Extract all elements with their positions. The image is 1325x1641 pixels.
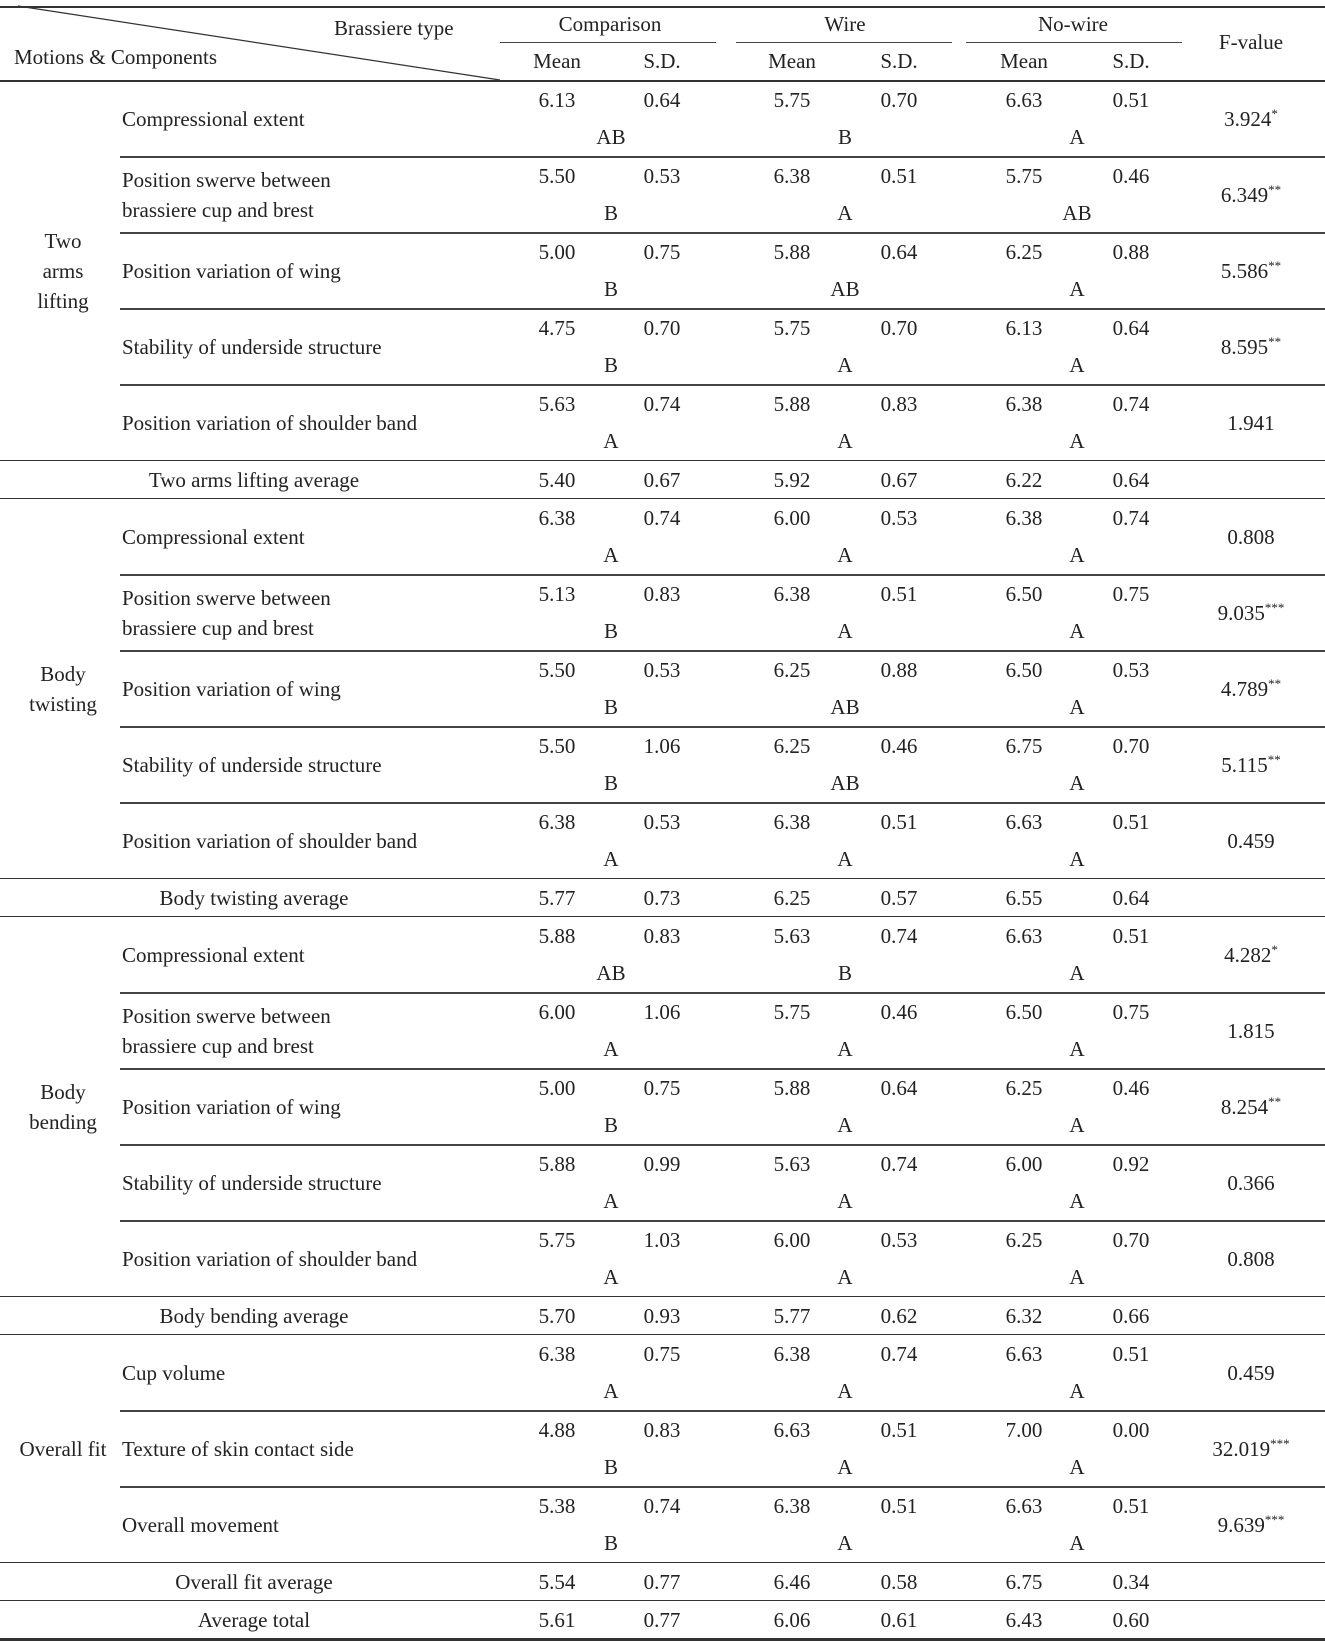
- comparison-group-letter: B: [603, 695, 619, 719]
- average-comparison-mean: 5.54: [538, 1570, 576, 1594]
- nowire-sd: 0.51: [1112, 1494, 1150, 1518]
- component-label-line: Texture of skin contact side: [122, 1437, 354, 1461]
- nowire-mean: 6.50: [1005, 658, 1043, 682]
- wire-mean: 5.88: [773, 392, 811, 416]
- comparison-mean: 5.00: [538, 240, 576, 264]
- wire-mean: 5.75: [773, 316, 811, 340]
- nowire-group-letter: A: [1069, 353, 1085, 377]
- wire-group-letter: A: [837, 543, 853, 567]
- nowire-group-letter: A: [1069, 961, 1085, 985]
- average-wire-mean: 6.25: [773, 886, 811, 910]
- comparison-mean: 6.38: [538, 810, 576, 834]
- comparison-mean: 6.38: [538, 1342, 576, 1366]
- section-rule: [0, 878, 1325, 879]
- component-label-line: Stability of underside structure: [122, 335, 382, 359]
- comparison-group-letter: B: [603, 619, 619, 643]
- average-nowire-sd: 0.34: [1112, 1570, 1150, 1594]
- sd-header: S.D.: [880, 49, 918, 73]
- average-rule: [0, 1600, 1325, 1601]
- comparison-mean: 5.50: [538, 734, 576, 758]
- f-value: 1.815: [1227, 1019, 1275, 1043]
- comparison-mean: 6.00: [538, 1000, 576, 1024]
- wire-sd: 0.70: [880, 88, 918, 112]
- f-value: 0.459: [1227, 1361, 1275, 1385]
- nowire-mean: 6.38: [1005, 506, 1043, 530]
- nowire-sd: 0.46: [1112, 1076, 1150, 1100]
- significance-marker: **: [1268, 258, 1282, 273]
- average-comparison-sd: 0.73: [643, 886, 681, 910]
- f-value: 0.366: [1227, 1171, 1275, 1195]
- nowire-group-letter: A: [1069, 1531, 1085, 1555]
- comparison-sd: 0.99: [643, 1152, 681, 1176]
- motion-label-line: Body: [40, 662, 86, 686]
- f-value: 0.808: [1227, 525, 1275, 549]
- significance-marker: ***: [1270, 1436, 1290, 1451]
- wire-group-letter: A: [837, 1189, 853, 1213]
- nowire-sd: 0.75: [1112, 582, 1150, 606]
- f-value: 32.019***: [1212, 1436, 1290, 1461]
- significance-marker: ***: [1264, 1512, 1285, 1527]
- f-value: 5.586**: [1220, 258, 1282, 283]
- f-value: 8.254**: [1220, 1094, 1282, 1119]
- wire-group-letter: AB: [830, 277, 860, 301]
- wire-mean: 6.38: [773, 582, 811, 606]
- wire-mean: 5.63: [773, 1152, 811, 1176]
- wire-group-letter: A: [837, 201, 853, 225]
- nowire-sd: 0.70: [1112, 1228, 1150, 1252]
- comparison-mean: 5.50: [538, 658, 576, 682]
- nowire-group-letter: A: [1069, 125, 1085, 149]
- wire-sd: 0.51: [880, 164, 918, 188]
- component-separator: [120, 308, 1325, 310]
- wire-mean: 5.75: [773, 1000, 811, 1024]
- component-label-line: Compressional extent: [122, 525, 305, 549]
- motion-label-line: bending: [29, 1110, 97, 1134]
- comparison-group-letter: B: [603, 1113, 619, 1137]
- significance-marker: **: [1267, 752, 1281, 767]
- component-separator: [120, 1068, 1325, 1070]
- comparison-mean: 6.38: [538, 506, 576, 530]
- comparison-mean: 4.88: [538, 1418, 576, 1442]
- significance-marker: *: [1271, 942, 1278, 957]
- f-value: 0.808: [1227, 1247, 1275, 1271]
- wire-sd: 0.51: [880, 582, 918, 606]
- nowire-group-letter: A: [1069, 771, 1085, 795]
- nowire-mean: 6.00: [1005, 1152, 1043, 1176]
- nowire-mean: 6.13: [1005, 316, 1043, 340]
- nowire-sd: 0.00: [1112, 1418, 1150, 1442]
- nowire-sd: 0.51: [1112, 924, 1150, 948]
- nowire-mean: 6.75: [1005, 734, 1043, 758]
- comparison-sd: 0.75: [643, 1342, 681, 1366]
- component-label-line: Position variation of shoulder band: [122, 1247, 418, 1271]
- comparison-group-letter: B: [603, 353, 619, 377]
- wire-mean: 6.00: [773, 1228, 811, 1252]
- average-comparison-sd: 0.67: [643, 468, 681, 492]
- component-label-line: Compressional extent: [122, 107, 305, 131]
- motions-components-header: Motions & Components: [14, 45, 218, 69]
- comparison-group-letter: AB: [596, 961, 626, 985]
- nowire-mean: 6.63: [1005, 810, 1043, 834]
- nowire-sd: 0.51: [1112, 810, 1150, 834]
- nowire-group-letter: A: [1069, 1189, 1085, 1213]
- mean-header: Mean: [533, 49, 581, 73]
- significance-marker: **: [1268, 676, 1282, 691]
- f-value-header: F-value: [1218, 30, 1284, 54]
- motion-label-line: lifting: [37, 289, 89, 313]
- average-nowire-mean: 6.22: [1005, 468, 1043, 492]
- component-label-line: Position variation of shoulder band: [122, 411, 418, 435]
- nowire-sd: 0.74: [1112, 506, 1150, 530]
- comparison-mean: 5.13: [538, 582, 576, 606]
- average-rule: [0, 916, 1325, 917]
- f-value: 8.595**: [1220, 334, 1282, 359]
- average-label: Two arms lifting average: [148, 468, 360, 492]
- component-separator: [120, 384, 1325, 386]
- component-label-line: brassiere cup and brest: [122, 198, 314, 222]
- component-separator: [120, 232, 1325, 234]
- nowire-group-letter: A: [1069, 429, 1085, 453]
- comparison-sd: 0.53: [643, 164, 681, 188]
- nowire-group-letter: A: [1069, 619, 1085, 643]
- comparison-sd: 0.83: [643, 1418, 681, 1442]
- average-label: Body twisting average: [159, 886, 349, 910]
- wire-sd: 0.74: [880, 1342, 918, 1366]
- wire-sd: 0.83: [880, 392, 918, 416]
- component-separator: [120, 1410, 1325, 1412]
- nowire-sd: 0.88: [1112, 240, 1150, 264]
- component-separator: [120, 802, 1325, 804]
- comparison-sd: 0.70: [643, 316, 681, 340]
- wire-sd: 0.64: [880, 1076, 918, 1100]
- comparison-sd: 1.06: [643, 1000, 681, 1024]
- component-label-line: Stability of underside structure: [122, 753, 382, 777]
- average-comparison-sd: 0.77: [643, 1570, 681, 1594]
- component-separator: [120, 156, 1325, 158]
- component-separator: [120, 1144, 1325, 1146]
- average-wire-sd: 0.62: [880, 1304, 918, 1328]
- average-wire-mean: 5.92: [773, 468, 811, 492]
- f-value: 3.924*: [1224, 106, 1278, 131]
- average-wire-mean: 6.46: [773, 1570, 811, 1594]
- average-comparison-sd: 0.93: [643, 1304, 681, 1328]
- average-wire-mean: 5.77: [773, 1304, 811, 1328]
- comparison-sd: 0.64: [643, 88, 681, 112]
- nowire-group-letter: A: [1069, 277, 1085, 301]
- significance-marker: ***: [1264, 600, 1285, 615]
- component-label-line: Position variation of wing: [122, 1095, 341, 1119]
- average-comparison-mean: 5.70: [538, 1304, 576, 1328]
- comparison-group-letter: B: [603, 201, 619, 225]
- comparison-sd: 0.83: [643, 582, 681, 606]
- component-label-line: Position swerve between: [122, 586, 331, 610]
- component-separator: [120, 574, 1325, 576]
- comparison-mean: 4.75: [538, 316, 576, 340]
- average-nowire-mean: 6.55: [1005, 886, 1043, 910]
- component-separator: [120, 650, 1325, 652]
- comparison-group-letter: A: [603, 429, 619, 453]
- comparison-sd: 0.75: [643, 240, 681, 264]
- wire-group-letter: A: [837, 1265, 853, 1289]
- wire-sd: 0.51: [880, 1494, 918, 1518]
- wire-group-letter: B: [837, 125, 853, 149]
- total-wire-mean: 6.06: [773, 1608, 811, 1632]
- comparison-group-letter: B: [603, 277, 619, 301]
- group-underline-comparison: [500, 42, 716, 43]
- wire-group-letter: A: [837, 1037, 853, 1061]
- f-value: 4.282*: [1224, 942, 1278, 967]
- wire-mean: 5.88: [773, 240, 811, 264]
- nowire-mean: 6.50: [1005, 582, 1043, 606]
- sd-header: S.D.: [1112, 49, 1150, 73]
- comparison-mean: 5.75: [538, 1228, 576, 1252]
- component-label-line: Stability of underside structure: [122, 1171, 382, 1195]
- component-label-line: Compressional extent: [122, 943, 305, 967]
- component-label-line: Position swerve between: [122, 168, 331, 192]
- group-header-nowire: No-wire: [1038, 12, 1108, 36]
- total-nowire-sd: 0.60: [1112, 1608, 1150, 1632]
- nowire-sd: 0.75: [1112, 1000, 1150, 1024]
- f-value: 4.789**: [1220, 676, 1282, 701]
- nowire-mean: 6.63: [1005, 1494, 1043, 1518]
- component-separator: [120, 1486, 1325, 1488]
- total-comparison-mean: 5.61: [538, 1608, 576, 1632]
- comparison-mean: 6.13: [538, 88, 576, 112]
- comparison-mean: 5.63: [538, 392, 576, 416]
- comparison-group-letter: A: [603, 1189, 619, 1213]
- comparison-group-letter: A: [603, 543, 619, 567]
- wire-sd: 0.70: [880, 316, 918, 340]
- average-wire-sd: 0.57: [880, 886, 918, 910]
- wire-group-letter: A: [837, 1379, 853, 1403]
- table-top-rule: [0, 6, 1325, 8]
- nowire-group-letter: A: [1069, 1455, 1085, 1479]
- comparison-group-letter: A: [603, 1265, 619, 1289]
- component-label-line: Position variation of wing: [122, 259, 341, 283]
- nowire-mean: 7.00: [1005, 1418, 1043, 1442]
- mean-header: Mean: [768, 49, 816, 73]
- nowire-sd: 0.46: [1112, 164, 1150, 188]
- wire-group-letter: B: [837, 961, 853, 985]
- group-header-wire: Wire: [824, 12, 866, 36]
- comparison-mean: 5.88: [538, 1152, 576, 1176]
- average-nowire-sd: 0.64: [1112, 886, 1150, 910]
- f-value: 0.459: [1227, 829, 1275, 853]
- wire-group-letter: A: [837, 1531, 853, 1555]
- average-rule: [0, 498, 1325, 499]
- group-header-comparison: Comparison: [558, 12, 662, 36]
- wire-group-letter: AB: [830, 771, 860, 795]
- nowire-group-letter: A: [1069, 1113, 1085, 1137]
- nowire-sd: 0.51: [1112, 1342, 1150, 1366]
- motion-label-line: Body: [40, 1080, 86, 1104]
- nowire-group-letter: A: [1069, 543, 1085, 567]
- component-label-line: brassiere cup and brest: [122, 1034, 314, 1058]
- nowire-sd: 0.70: [1112, 734, 1150, 758]
- average-comparison-mean: 5.40: [538, 468, 576, 492]
- component-label-line: Position swerve between: [122, 1004, 331, 1028]
- total-comparison-sd: 0.77: [643, 1608, 681, 1632]
- comparison-mean: 5.00: [538, 1076, 576, 1100]
- wire-group-letter: A: [837, 1455, 853, 1479]
- component-separator: [120, 992, 1325, 994]
- comparison-sd: 0.74: [643, 1494, 681, 1518]
- f-value: 6.349**: [1220, 182, 1282, 207]
- mean-header: Mean: [1000, 49, 1048, 73]
- average-nowire-sd: 0.66: [1112, 1304, 1150, 1328]
- nowire-group-letter: A: [1069, 1265, 1085, 1289]
- comparison-sd: 1.06: [643, 734, 681, 758]
- wire-group-letter: A: [837, 353, 853, 377]
- average-label: Overall fit average: [175, 1570, 333, 1594]
- comparison-group-letter: AB: [596, 125, 626, 149]
- wire-sd: 0.88: [880, 658, 918, 682]
- comparison-sd: 0.74: [643, 392, 681, 416]
- wire-mean: 6.38: [773, 164, 811, 188]
- nowire-mean: 6.25: [1005, 1076, 1043, 1100]
- nowire-sd: 0.64: [1112, 316, 1150, 340]
- significance-marker: **: [1268, 1094, 1282, 1109]
- nowire-mean: 6.63: [1005, 924, 1043, 948]
- nowire-mean: 6.25: [1005, 240, 1043, 264]
- wire-mean: 6.25: [773, 734, 811, 758]
- comparison-mean: 5.38: [538, 1494, 576, 1518]
- comparison-sd: 0.53: [643, 658, 681, 682]
- significance-marker: **: [1268, 334, 1282, 349]
- average-wire-sd: 0.67: [880, 468, 918, 492]
- wire-sd: 0.51: [880, 1418, 918, 1442]
- total-nowire-mean: 6.43: [1005, 1608, 1043, 1632]
- f-value: 9.035***: [1217, 600, 1285, 625]
- wire-mean: 6.00: [773, 506, 811, 530]
- nowire-group-letter: A: [1069, 847, 1085, 871]
- comparison-group-letter: A: [603, 847, 619, 871]
- wire-group-letter: AB: [830, 695, 860, 719]
- comparison-sd: 0.83: [643, 924, 681, 948]
- wire-mean: 6.38: [773, 1494, 811, 1518]
- wire-group-letter: A: [837, 619, 853, 643]
- nowire-mean: 6.38: [1005, 392, 1043, 416]
- group-underline-wire: [736, 42, 952, 43]
- wire-sd: 0.74: [880, 1152, 918, 1176]
- nowire-sd: 0.92: [1112, 1152, 1150, 1176]
- wire-sd: 0.46: [880, 1000, 918, 1024]
- wire-mean: 5.75: [773, 88, 811, 112]
- group-underline-nowire: [966, 42, 1182, 43]
- nowire-group-letter: AB: [1062, 201, 1092, 225]
- component-label-line: Cup volume: [122, 1361, 226, 1385]
- nowire-mean: 6.63: [1005, 1342, 1043, 1366]
- average-rule: [0, 1334, 1325, 1335]
- motion-label-line: Overall fit: [19, 1437, 107, 1461]
- motion-label-line: arms: [42, 259, 84, 283]
- comparison-sd: 0.53: [643, 810, 681, 834]
- significance-marker: *: [1271, 106, 1278, 121]
- section-rule: [0, 1296, 1325, 1297]
- component-label-line: Position variation of shoulder band: [122, 829, 418, 853]
- nowire-group-letter: A: [1069, 695, 1085, 719]
- comparison-group-letter: B: [603, 771, 619, 795]
- nowire-mean: 6.50: [1005, 1000, 1043, 1024]
- wire-sd: 0.53: [880, 506, 918, 530]
- wire-sd: 0.53: [880, 1228, 918, 1252]
- total-wire-sd: 0.61: [880, 1608, 918, 1632]
- average-total-label: Average total: [197, 1608, 311, 1632]
- comparison-group-letter: B: [603, 1531, 619, 1555]
- nowire-mean: 6.25: [1005, 1228, 1043, 1252]
- wire-mean: 6.25: [773, 658, 811, 682]
- average-wire-sd: 0.58: [880, 1570, 918, 1594]
- comparison-sd: 0.74: [643, 506, 681, 530]
- f-value: 1.941: [1227, 411, 1275, 435]
- wire-group-letter: A: [837, 429, 853, 453]
- nowire-sd: 0.74: [1112, 392, 1150, 416]
- wire-mean: 5.88: [773, 1076, 811, 1100]
- section-rule: [0, 460, 1325, 461]
- header-bottom-rule: [0, 80, 1325, 82]
- component-separator: [120, 726, 1325, 728]
- nowire-group-letter: A: [1069, 1379, 1085, 1403]
- sd-header: S.D.: [643, 49, 681, 73]
- wire-mean: 6.38: [773, 810, 811, 834]
- comparison-group-letter: B: [603, 1455, 619, 1479]
- wire-mean: 6.63: [773, 1418, 811, 1442]
- average-nowire-mean: 6.75: [1005, 1570, 1043, 1594]
- f-value: 9.639***: [1217, 1512, 1285, 1537]
- average-label: Body bending average: [159, 1304, 349, 1328]
- component-separator: [120, 1220, 1325, 1222]
- f-value: 5.115**: [1221, 752, 1281, 777]
- comparison-group-letter: A: [603, 1037, 619, 1061]
- wire-sd: 0.46: [880, 734, 918, 758]
- component-label-line: Overall movement: [122, 1513, 279, 1537]
- average-nowire-sd: 0.64: [1112, 468, 1150, 492]
- average-nowire-mean: 6.32: [1005, 1304, 1043, 1328]
- section-rule: [0, 1562, 1325, 1563]
- wire-mean: 5.63: [773, 924, 811, 948]
- wire-sd: 0.51: [880, 810, 918, 834]
- wire-sd: 0.74: [880, 924, 918, 948]
- component-label-line: brassiere cup and brest: [122, 616, 314, 640]
- brassiere-type-header: Brassiere type: [334, 16, 454, 40]
- nowire-sd: 0.53: [1112, 658, 1150, 682]
- comparison-group-letter: A: [603, 1379, 619, 1403]
- wire-group-letter: A: [837, 1113, 853, 1137]
- nowire-mean: 5.75: [1005, 164, 1043, 188]
- wire-group-letter: A: [837, 847, 853, 871]
- average-comparison-mean: 5.77: [538, 886, 576, 910]
- wire-mean: 6.38: [773, 1342, 811, 1366]
- comparison-mean: 5.50: [538, 164, 576, 188]
- comparison-mean: 5.88: [538, 924, 576, 948]
- motion-label-line: Two: [44, 229, 82, 253]
- nowire-group-letter: A: [1069, 1037, 1085, 1061]
- nowire-mean: 6.63: [1005, 88, 1043, 112]
- comparison-sd: 1.03: [643, 1228, 681, 1252]
- significance-marker: **: [1268, 182, 1282, 197]
- motion-label-line: twisting: [29, 692, 97, 716]
- comparison-sd: 0.75: [643, 1076, 681, 1100]
- wire-sd: 0.64: [880, 240, 918, 264]
- nowire-sd: 0.51: [1112, 88, 1150, 112]
- component-label-line: Position variation of wing: [122, 677, 341, 701]
